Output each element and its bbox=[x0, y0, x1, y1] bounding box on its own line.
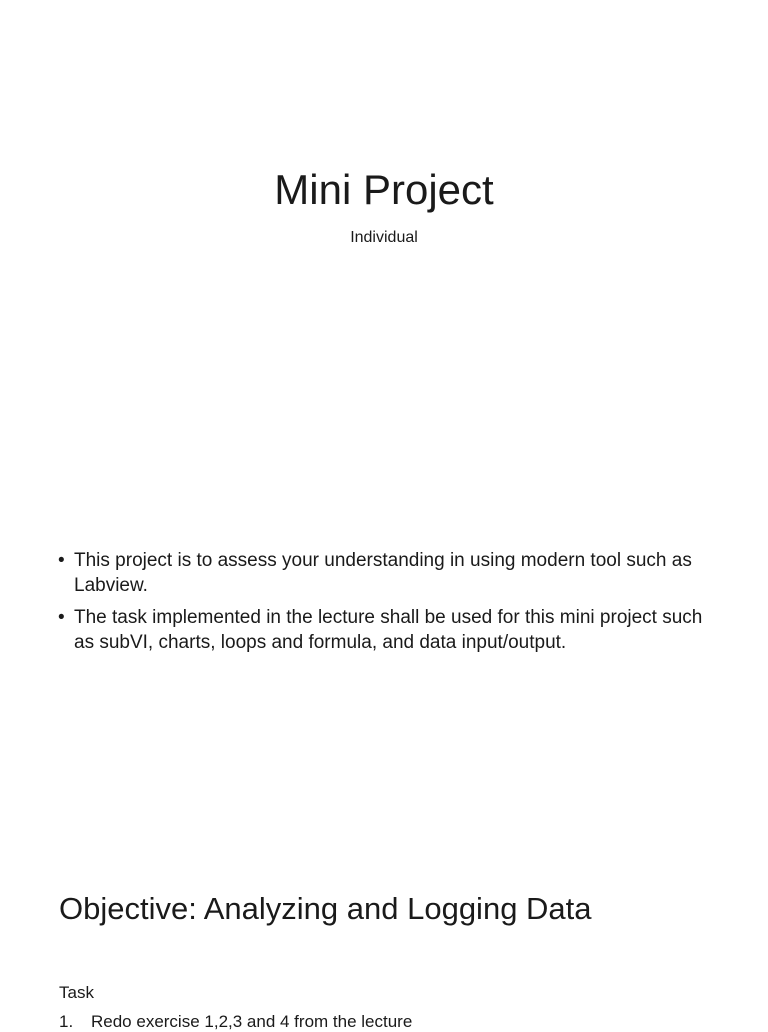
bullet-marker: • bbox=[58, 607, 65, 628]
task-list-item bbox=[59, 1012, 412, 1032]
bullet-text: This project is to assess your understanding in using modern tool such as Labview. bbox=[74, 550, 692, 596]
slide-title: Mini Project bbox=[274, 166, 494, 213]
slide-subtitle: Individual bbox=[350, 229, 418, 246]
bullet-item bbox=[58, 548, 718, 598]
title-slide bbox=[0, 0, 768, 500]
bullet-item bbox=[58, 605, 718, 655]
task-label: Task bbox=[59, 983, 94, 1002]
objective-slide bbox=[0, 840, 768, 1024]
task-text: Redo exercise 1,2,3 and 4 from the lecture bbox=[91, 1012, 413, 1031]
bullet-marker: • bbox=[58, 550, 65, 571]
objective-title: Objective: Analyzing and Logging Data bbox=[59, 891, 592, 926]
bullet-text: The task implemented in the lecture shall be used for this mini project such as subVI, charts, loops and formula, and data input/output. bbox=[74, 607, 703, 653]
task-number: 1. bbox=[59, 1012, 74, 1031]
bullet-list bbox=[58, 548, 718, 662]
